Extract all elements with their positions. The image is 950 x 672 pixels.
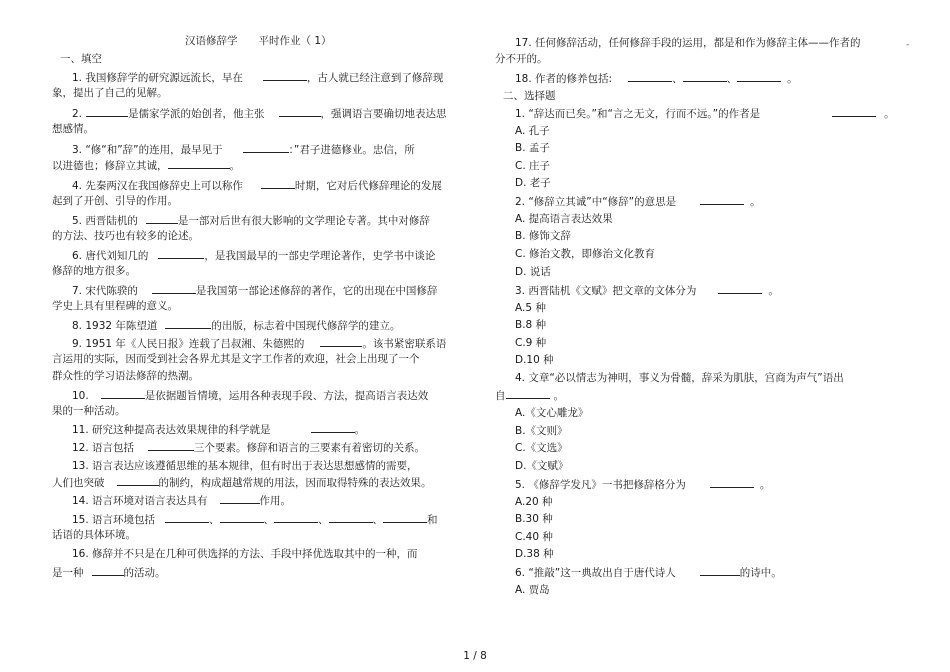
choice-option: B. 修饰文辞 (515, 230, 571, 242)
question-5: 5. 西晋陆机的 是一部对后世有很大影响的文学理论专著。其中对修辞 (72, 215, 430, 227)
answer-blank (700, 194, 744, 205)
choice-question-2: 2. “修辞立其诚”中“修辞”的意思是 。 (515, 196, 761, 208)
page-number: 1 / 8 (463, 650, 487, 662)
answer-blank (92, 565, 124, 576)
answer-blank (274, 512, 318, 523)
choice-question-4-cont: 自 。 (495, 390, 564, 402)
question-17-cont: 分不开的。 (495, 53, 548, 65)
question-15: 15. 语言环境包括 、 、 、 、 和 (72, 514, 438, 526)
answer-blank (117, 475, 159, 486)
answer-blank (146, 213, 178, 224)
answer-blank (243, 142, 289, 153)
question-10: 10. 是依据题旨情境，运用各种表现手段、方法，提高语言表达效 (72, 390, 429, 402)
choice-option: B.8 种 (515, 319, 547, 331)
answer-blank (220, 493, 260, 504)
answer-blank (383, 512, 427, 523)
choice-option: B. 孟子 (515, 142, 550, 154)
question-17: 17. 任何修辞活动，任何修辞手段的运用，都是和作为修辞主体——作者的 (515, 37, 861, 49)
answer-blank (320, 336, 362, 347)
question-1: 1. 我国修辞学的研究源远流长，早在 ，古人就已经注意到了修辞现 (72, 72, 444, 84)
question-2-cont: 想感情。 (52, 123, 94, 135)
question-16: 16. 修辞并不只是在几种可供选择的方法、手段中择优选取其中的一种，而 (72, 548, 418, 560)
answer-blank (628, 71, 672, 82)
question-2: 2. 是儒家学派的始创者，他主张 ，强调语言要确切地表达思 (72, 108, 447, 120)
choice-option: B.30 种 (515, 513, 553, 525)
question-6-cont: 修辞的地方很多。 (52, 265, 136, 277)
choice-option: A.5 种 (515, 302, 546, 314)
section-heading-fill-in: 一、填空 (60, 53, 102, 65)
answer-blank (168, 158, 230, 169)
question-9-cont: 言运用的实际，因而受到社会各界尤其是文字工作者的欢迎，社会上出现了一个 (52, 353, 420, 365)
answer-blank (329, 512, 373, 523)
question-6: 6. 唐代刘知几的 ，是我国最早的一部史学理论著作，史学书中谈论 (72, 250, 436, 262)
answer-blank (165, 318, 211, 329)
choice-question-4: 4. 文章“必以情志为神明，事义为骨髓，辞采为肌肤，宫商为声气”语出 (515, 372, 844, 384)
choice-option: C.40 种 (515, 531, 553, 543)
answer-blank (506, 388, 550, 399)
answer-blank (152, 283, 196, 294)
question-7: 7. 宋代陈骙的 是我国第一部论述修辞的著作，它的出现在中国修辞 (72, 285, 438, 297)
question-5-cont: 的方法、技巧也有较多的论述。 (52, 230, 199, 242)
choice-option: D. 说话 (515, 266, 551, 278)
choice-option: C. 庄子 (515, 160, 551, 172)
question-1-cont: 象，提出了自己的见解。 (52, 87, 168, 99)
answer-blank (220, 512, 264, 523)
question-15-cont: 话语的具体环境。 (52, 529, 136, 541)
answer-blank (86, 106, 128, 117)
document-title: 汉语修辞学 平时作业（ 1） (185, 35, 332, 47)
choice-option: A. 贾岛 (515, 584, 550, 596)
question-14: 14. 语言环境对语言表达具有 作用。 (72, 495, 292, 507)
question-3-cont: 以进德也；修辞立其诚， 。 (52, 160, 240, 172)
corner-mark: - (906, 40, 910, 50)
answer-blank (158, 248, 204, 259)
choice-option: A. 孔子 (515, 125, 550, 137)
answer-blank (279, 106, 321, 117)
answer-blank (718, 283, 762, 294)
question-9-cont2: 群众性的学习语法修辞的热潮。 (52, 370, 199, 382)
answer-blank (263, 70, 307, 81)
choice-option: D.38 种 (515, 548, 554, 560)
choice-option: A. 提高语言表达效果 (515, 213, 613, 225)
choice-question-3: 3. 西晋陆机《文赋》把文章的文体分为 。 (515, 285, 779, 297)
answer-blank (148, 440, 194, 451)
answer-blank (832, 106, 876, 117)
choice-option: D. 老子 (515, 177, 551, 189)
question-18: 18. 作者的修养包括: 、 、 。 (515, 73, 798, 85)
answer-blank (261, 178, 295, 189)
answer-blank (165, 512, 209, 523)
answer-blank (683, 71, 727, 82)
question-3: 3. “修“和”辞”的连用，最早见于 ：”君子进德修业。忠信，所 (72, 144, 415, 156)
question-13-cont: 人们也突破 的制约，构成超越常规的用法，因而取得特殊的表达效果。 (52, 477, 432, 489)
question-4-cont: 起到了开创、引导的作用。 (52, 195, 178, 207)
choice-option: C.《文选》 (515, 442, 568, 454)
question-7-cont: 学史上具有里程碑的意义。 (52, 300, 178, 312)
choice-question-5: 5. 《修辞学发凡》一书把修辞格分为 。 (515, 479, 771, 491)
answer-blank (101, 388, 145, 399)
question-13: 13. 语言表达应该遵循思维的基本规律，但有时出于表达思想感情的需要， (72, 460, 418, 472)
choice-option: A.20 种 (515, 496, 553, 508)
answer-blank (700, 565, 740, 576)
choice-option: B.《文则》 (515, 425, 568, 437)
question-9: 9. 1951 年《人民日报》连载了吕叔湘、朱德熙的 。该书紧密联系语 (72, 338, 447, 350)
question-11: 11. 研究这种提高表达效果规律的科学就是 。 (72, 424, 366, 436)
answer-blank (737, 71, 781, 82)
question-16-cont: 是一种 的活动。 (52, 567, 166, 579)
choice-option: C.9 种 (515, 337, 547, 349)
choice-question-6: 6. “推敲”这一典故出自于唐代诗人 的诗中。 (515, 567, 782, 579)
question-12: 12. 语言包括 三个要素。修辞和语言的三要素有着密切的关系。 (72, 442, 426, 454)
answer-blank (710, 477, 754, 488)
choice-option: C. 修治文教，即修治文化教育 (515, 248, 656, 260)
section-heading-choice: 二、选择题 (503, 90, 556, 102)
choice-option: A.《文心雕龙》 (515, 407, 589, 419)
question-10-cont: 果的一种活动。 (52, 405, 126, 417)
answer-blank (311, 422, 355, 433)
choice-option: D.10 种 (515, 354, 554, 366)
question-4: 4. 先秦两汉在我国修辞史上可以称作 时期，它对后代修辞理论的发展 (72, 180, 442, 192)
choice-option: D.《文赋》 (515, 460, 569, 472)
question-8: 8. 1932 年陈望道 的出版，标志着中国现代修辞学的建立。 (72, 320, 401, 332)
choice-question-1: 1. “辞达而已矣。”和“言之无文，行而不远。”的作者是 。 (515, 108, 895, 120)
